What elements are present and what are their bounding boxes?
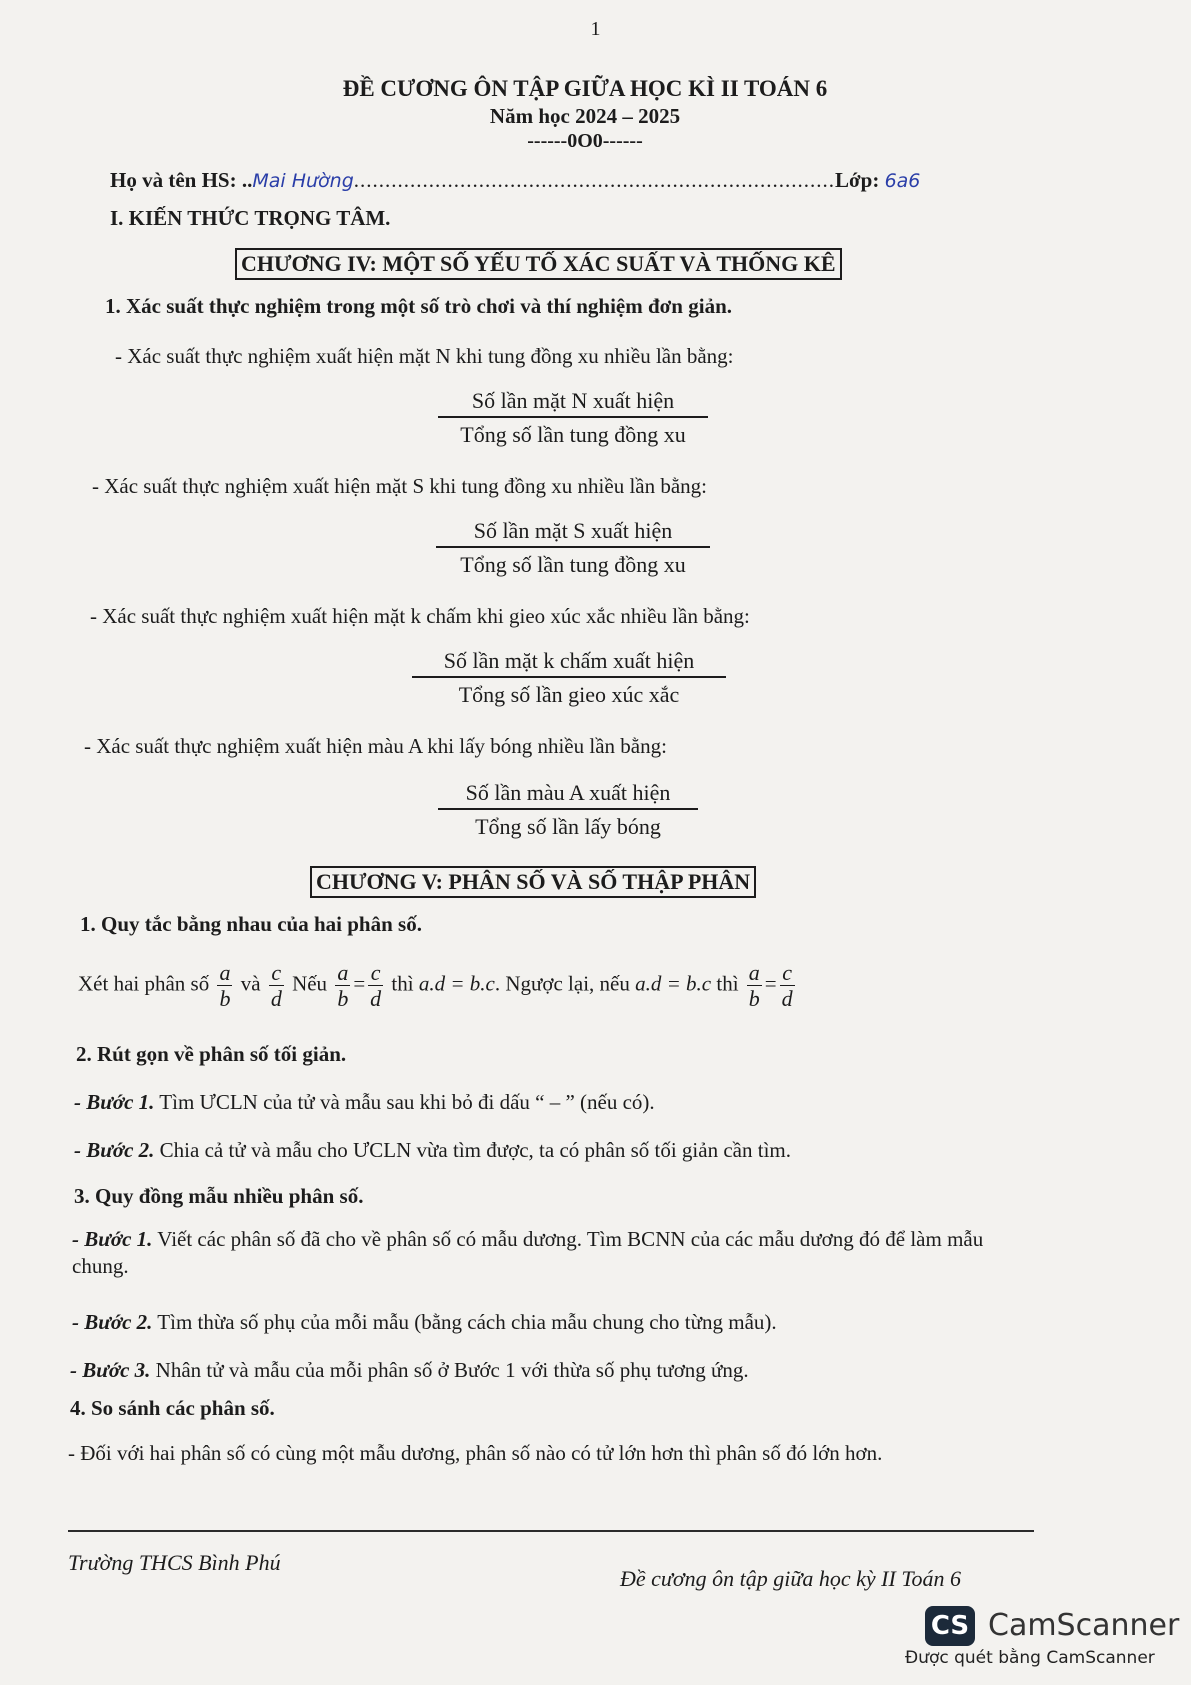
fraction-denominator: Tổng số lần gieo xúc xắc xyxy=(458,682,680,707)
rule-text: và xyxy=(240,971,261,996)
fraction-a-b xyxy=(217,960,232,1012)
equals-sign: = xyxy=(353,971,366,996)
footer-divider xyxy=(68,1530,1034,1532)
ch4-item-4-text: - Xác suất thực nghiệm xuất hiện màu A khi lấy bóng nhiều lần bằng: xyxy=(84,734,667,758)
fraction-dice xyxy=(412,648,726,708)
fraction-denominator: Tổng số lần lấy bóng xyxy=(475,814,661,839)
footer-doc-title: Đề cương ôn tập giữa học kỳ II Toán 6 xyxy=(620,1566,962,1591)
chapter-4-title: CHƯƠNG IV: MỘT SỐ YẾU TỐ XÁC SUẤT VÀ THỐNG KÊ xyxy=(235,248,842,280)
ch5-h4-text: - Đối với hai phân số có cùng một mẫu dương, phân số nào có tử lớn hơn thì phân số đó lớn hơn. xyxy=(68,1441,883,1465)
denominator: b xyxy=(219,986,231,1012)
ch5-heading-2: 2. Rút gọn về phân số tối giản. xyxy=(76,1042,347,1066)
numerator: c xyxy=(368,960,383,986)
student-name-handwritten: Mai Hường xyxy=(252,170,354,192)
class-label: Lớp: xyxy=(835,168,880,192)
fraction-tails xyxy=(436,518,710,578)
title-separator: ------0O0------ xyxy=(527,130,643,152)
fraction-numerator: Số lần mặt S xuất hiện xyxy=(436,518,710,548)
fraction-numerator: Số lần mặt N xuất hiện xyxy=(438,388,708,418)
class-handwritten: 6a6 xyxy=(884,170,921,192)
step-label: - Bước 1. xyxy=(72,1227,153,1251)
denominator: d xyxy=(370,986,382,1012)
numerator: a xyxy=(337,960,349,985)
equation: a.d = b.c xyxy=(418,971,495,996)
step-text: Tìm ƯCLN của tử và mẫu sau khi bỏ đi dấu “ – ” (nếu có). xyxy=(154,1090,655,1114)
camscanner-watermark-text: Được quét bằng CamScanner xyxy=(905,1648,1155,1668)
school-year: Năm học 2024 – 2025 xyxy=(489,104,681,128)
fraction-denominator: Tổng số lần tung đồng xu xyxy=(460,422,686,447)
section-heading-knowledge: I. KIẾN THỨC TRỌNG TÂM. xyxy=(110,206,391,230)
equation: a.d = b.c xyxy=(635,971,712,996)
footer-school: Trường THCS Bình Phú xyxy=(68,1550,281,1575)
numerator: c xyxy=(780,960,795,986)
student-name-label: Họ và tên HS: .. xyxy=(110,168,253,192)
step-label: - Bước 2. xyxy=(72,1310,153,1334)
ch4-item-1-text: - Xác suất thực nghiệm xuất hiện mặt N khi tung đồng xu nhiều lần bằng: xyxy=(115,344,734,368)
step-label: - Bước 3. xyxy=(70,1358,151,1382)
rule-text: thì xyxy=(716,971,739,996)
fraction-numerator: Số lần màu A xuất hiện xyxy=(438,780,698,810)
student-info-line xyxy=(110,168,990,193)
rule-text: . Ngược lại, nếu xyxy=(494,971,630,996)
step-text: Tìm thừa số phụ của mỗi mẫu (bằng cách chia mẫu chung cho từng mẫu). xyxy=(152,1310,777,1334)
ch5-heading-3: 3. Quy đồng mẫu nhiều phân số. xyxy=(74,1184,364,1208)
camscanner-name: CamScanner xyxy=(988,1608,1180,1643)
fraction-ball xyxy=(438,780,698,840)
denominator: d xyxy=(781,986,793,1012)
equals-sign: = xyxy=(764,971,777,996)
step-text: Chia cả tử và mẫu cho ƯCLN vừa tìm được, ta có phân số tối giản cần tìm. xyxy=(154,1138,791,1162)
step-text: Nhân tử và mẫu của mỗi phân số ở Bước 1 với thừa số phụ tương ứng. xyxy=(150,1358,749,1382)
rule-text: thì xyxy=(391,971,414,996)
step-label: - Bước 1. xyxy=(74,1090,155,1114)
chapter-5-title: CHƯƠNG V: PHÂN SỐ VÀ SỐ THẬP PHÂN xyxy=(310,866,756,898)
denominator: d xyxy=(270,986,282,1012)
fraction-a-b xyxy=(335,960,350,1012)
fraction-c-d xyxy=(780,960,795,1012)
denominator: b xyxy=(337,986,349,1012)
ch5-h3-step-3 xyxy=(70,1358,749,1383)
page-number: 1 xyxy=(590,18,601,40)
ch5-h3-step-2 xyxy=(72,1310,777,1335)
dotted-fill: ............................................................................. xyxy=(353,168,836,192)
ch5-h3-step-1 xyxy=(72,1226,1042,1280)
document-title: ĐỀ CƯƠNG ÔN TẬP GIỮA HỌC KÌ II TOÁN 6 xyxy=(342,76,828,101)
step-label: - Bước 2. xyxy=(74,1138,155,1162)
equal-fractions-rule xyxy=(78,960,798,1012)
ch4-item-3-text: - Xác suất thực nghiệm xuất hiện mặt k chấm khi gieo xúc xắc nhiều lần bằng: xyxy=(90,604,750,628)
ch5-h2-step-1 xyxy=(74,1090,655,1115)
fraction-numerator: Số lần mặt k chấm xuất hiện xyxy=(412,648,726,678)
ch4-item-2-text: - Xác suất thực nghiệm xuất hiện mặt S khi tung đồng xu nhiều lần bằng: xyxy=(92,474,708,498)
ch5-heading-1: 1. Quy tắc bằng nhau của hai phân số. xyxy=(80,912,422,936)
fraction-c-d xyxy=(368,960,383,1012)
ch5-heading-4: 4. So sánh các phân số. xyxy=(70,1396,275,1420)
ch4-heading-1: 1. Xác suất thực nghiệm trong một số trò chơi và thí nghiệm đơn giản. xyxy=(105,294,732,318)
ch5-h2-step-2 xyxy=(74,1138,791,1163)
rule-text: Xét hai phân số xyxy=(78,971,210,996)
denominator: b xyxy=(748,986,760,1012)
camscanner-logo-icon: CS xyxy=(925,1606,975,1646)
rule-text: Nếu xyxy=(292,971,328,996)
fraction-denominator: Tổng số lần tung đồng xu xyxy=(460,552,686,577)
numerator: a xyxy=(219,960,231,985)
numerator: a xyxy=(748,960,760,985)
fraction-c-d xyxy=(269,960,284,1012)
fraction-heads xyxy=(438,388,708,448)
numerator: c xyxy=(269,960,284,986)
step-text: Viết các phân số đã cho về phân số có mẫu dương. Tìm BCNN của các mẫu dương đó để làm mẫu chung. xyxy=(72,1227,984,1278)
fraction-a-b xyxy=(747,960,762,1012)
